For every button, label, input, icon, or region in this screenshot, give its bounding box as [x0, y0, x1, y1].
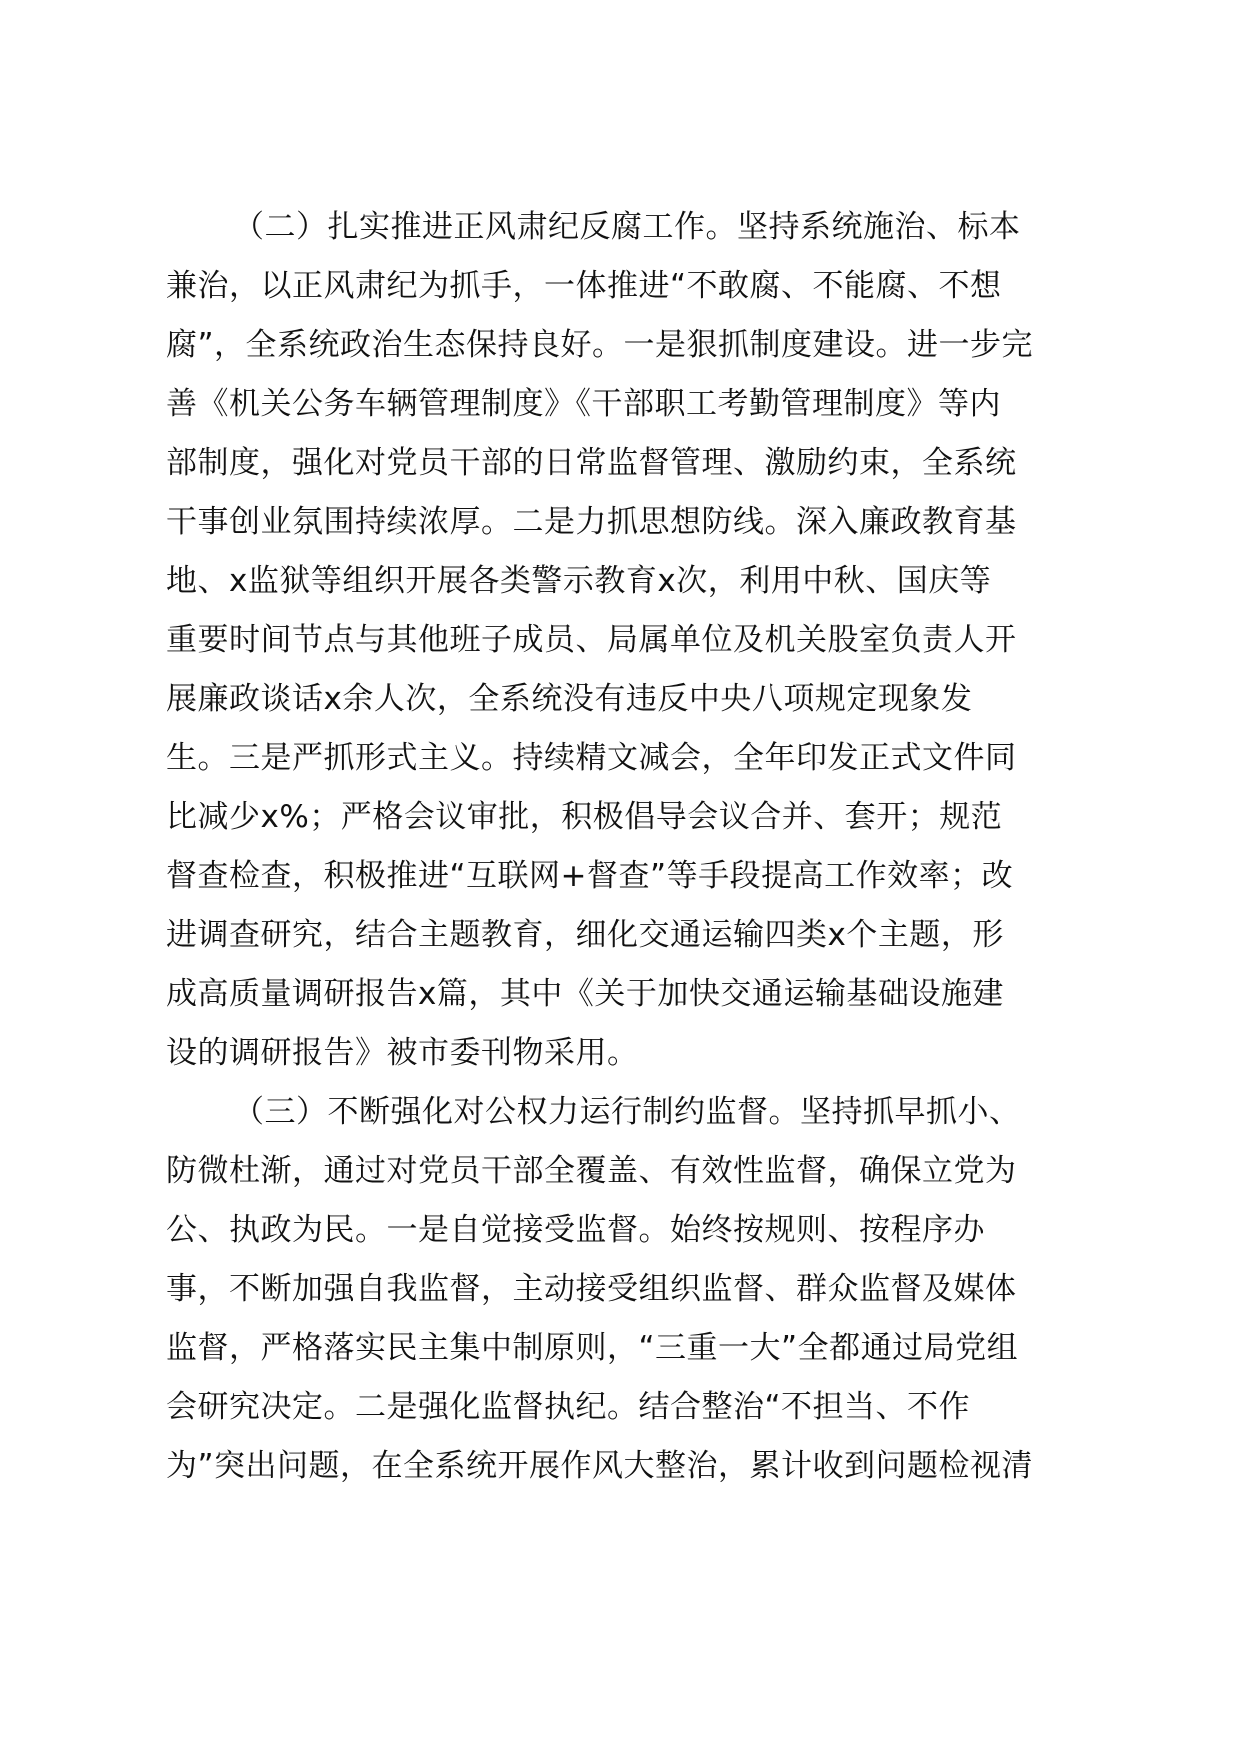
text-line: 部制度，强化对党员干部的日常监督管理、激励约束，全系统 [166, 445, 1017, 481]
text-line: 督查检查，积极推进“互联网+督查”等手段提高工作效率；改 [166, 858, 1014, 894]
text-line: （三）不断强化对公权力运行制约监督。坚持抓早抓小、 [233, 1094, 1021, 1130]
text-line: 进调查研究，结合主题教育，细化交通运输四类x个主题，形 [166, 917, 1004, 953]
section-2-paragraph [166, 198, 1086, 1083]
text-line: 比减少x%；严格会议审批，积极倡导会议合并、套开；规范 [166, 799, 1003, 835]
text-line: 地、x监狱等组织开展各类警示教育x次，利用中秋、国庆等 [166, 563, 992, 599]
text-line: （二）扎实推进正风肃纪反腐工作。坚持系统施治、标本 [233, 209, 1021, 245]
text-line: 公、执政为民。一是自觉接受监督。始终按规则、按程序办 [166, 1212, 985, 1248]
text-line: 展廉政谈话x余人次，全系统没有违反中央八项规定现象发 [166, 681, 973, 717]
text-line: 善《机关公务车辆管理制度》《干部职工考勤管理制度》等内 [166, 386, 1001, 422]
section-3-paragraph [166, 1083, 1086, 1496]
text-line: 为”突出问题，在全系统开展作风大整治，累计收到问题检视清 [166, 1448, 1034, 1484]
text-line: 监督，严格落实民主集中制原则，“三重一大”全都通过局党组 [166, 1330, 1019, 1366]
text-line: 成高质量调研报告x篇，其中《关于加快交通运输基础设施建 [166, 976, 1004, 1012]
text-line: 重要时间节点与其他班子成员、局属单位及机关股室负责人开 [166, 622, 1017, 658]
text-line: 干事创业氛围持续浓厚。二是力抓思想防线。深入廉政教育基 [166, 504, 1017, 540]
text-line: 生。三是严抓形式主义。持续精文减会，全年印发正式文件同 [166, 740, 1017, 776]
text-line: 会研究决定。二是强化监督执纪。结合整治“不担当、不作 [166, 1389, 971, 1425]
text-line: 防微杜渐，通过对党员干部全覆盖、有效性监督，确保立党为 [166, 1153, 1017, 1189]
text-line: 腐”，全系统政治生态保持良好。一是狠抓制度建设。进一步完 [166, 327, 1034, 363]
text-line: 兼治，以正风肃纪为抓手，一体推进“不敢腐、不能腐、不想 [166, 268, 1002, 304]
text-line: 事，不断加强自我监督，主动接受组织监督、群众监督及媒体 [166, 1271, 1017, 1307]
text-line: 设的调研报告》被市委刊物采用。 [166, 1035, 639, 1071]
